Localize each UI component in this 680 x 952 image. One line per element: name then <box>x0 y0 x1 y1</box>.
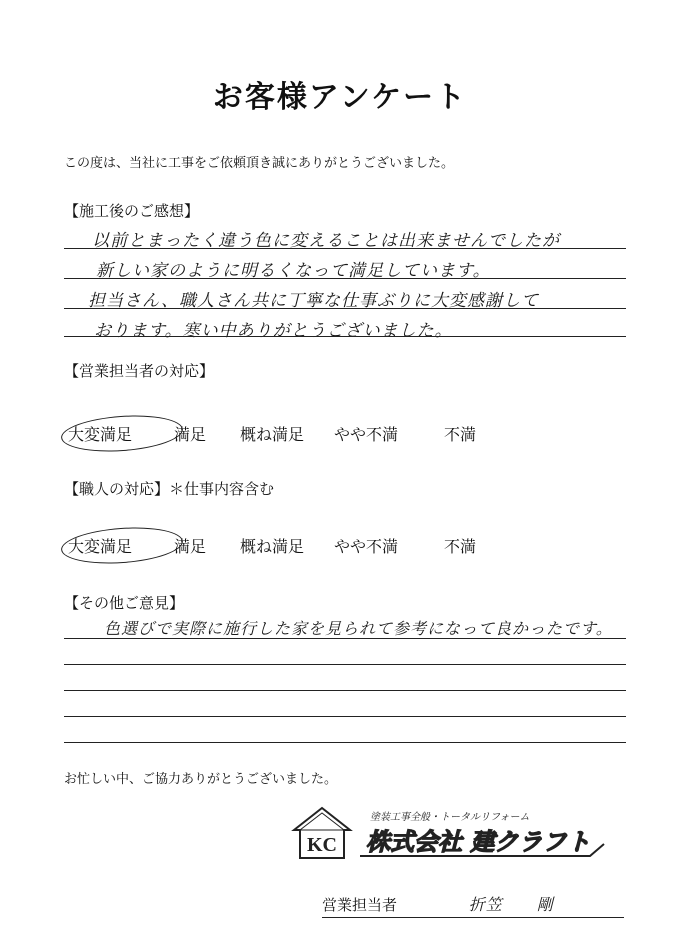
craftsman-option-dissatisfied: 不満 <box>444 537 477 556</box>
ruled-line <box>64 248 626 249</box>
staff-name: 折笠 剛 <box>468 895 554 914</box>
ruled-line <box>64 742 626 743</box>
craftsman-option-mostly-satisfied: 概ね満足 <box>240 537 305 556</box>
other-comments-heading: 【その他ご意見】 <box>64 594 185 612</box>
craftsman-option-somewhat-dissatisfied: やや不満 <box>334 537 399 556</box>
house-logo-icon <box>290 804 610 864</box>
logo-mark: KC <box>307 834 337 856</box>
ruled-line <box>64 716 626 717</box>
company-tagline: 塗装工事全般・トータルリフォーム <box>370 812 530 823</box>
craftsman-option-satisfied: 満足 <box>174 537 207 556</box>
staff-label: 営業担当者 <box>322 896 398 914</box>
craftsman-rating-options <box>68 534 476 557</box>
ruled-line <box>64 336 626 337</box>
impression-line-1: 以前とまったく違う色に変えることは出来ませんでしたが <box>92 231 560 251</box>
closing-thanks: お忙しい中、ご協力ありがとうございました。 <box>64 772 338 787</box>
sales-rating-options <box>68 422 476 445</box>
company-logo <box>290 804 610 864</box>
impression-line-3: 担当さん、職人さん共に丁寧な仕事ぶりに大変感謝して <box>88 291 540 311</box>
other-comment-line-1: 色選びで実際に施行した家を見られて参考になって良かったです。 <box>104 619 613 638</box>
intro-text: この度は、当社に工事をご依頼頂き誠にありがとうございました。 <box>64 156 455 171</box>
ruled-line <box>64 638 626 639</box>
ruled-line <box>64 278 626 279</box>
impression-line-4: おります。寒い中ありがとうございました。 <box>94 321 453 341</box>
ruled-line <box>64 690 626 691</box>
craftsman-option-very-satisfied: 大変満足 <box>68 534 174 557</box>
impression-line-2: 新しい家のように明るくなって満足しています。 <box>96 261 491 281</box>
sales-option-satisfied: 満足 <box>174 425 207 444</box>
sales-rating-heading: 【営業担当者の対応】 <box>64 362 215 380</box>
sales-option-dissatisfied: 不満 <box>444 425 477 444</box>
ruled-line <box>64 308 626 309</box>
sales-option-mostly-satisfied: 概ね満足 <box>240 425 305 444</box>
sales-option-somewhat-dissatisfied: やや不満 <box>334 425 399 444</box>
staff-signature <box>322 892 624 918</box>
company-name: 株式会社 建クラフト <box>366 828 591 856</box>
craftsman-rating-heading: 【職人の対応】＊仕事内容含む <box>64 480 275 498</box>
page-title: お客様アンケート <box>212 80 468 115</box>
ruled-line <box>64 664 626 665</box>
sales-option-very-satisfied: 大変満足 <box>68 422 174 445</box>
impressions-heading: 【施工後のご感想】 <box>64 202 200 220</box>
